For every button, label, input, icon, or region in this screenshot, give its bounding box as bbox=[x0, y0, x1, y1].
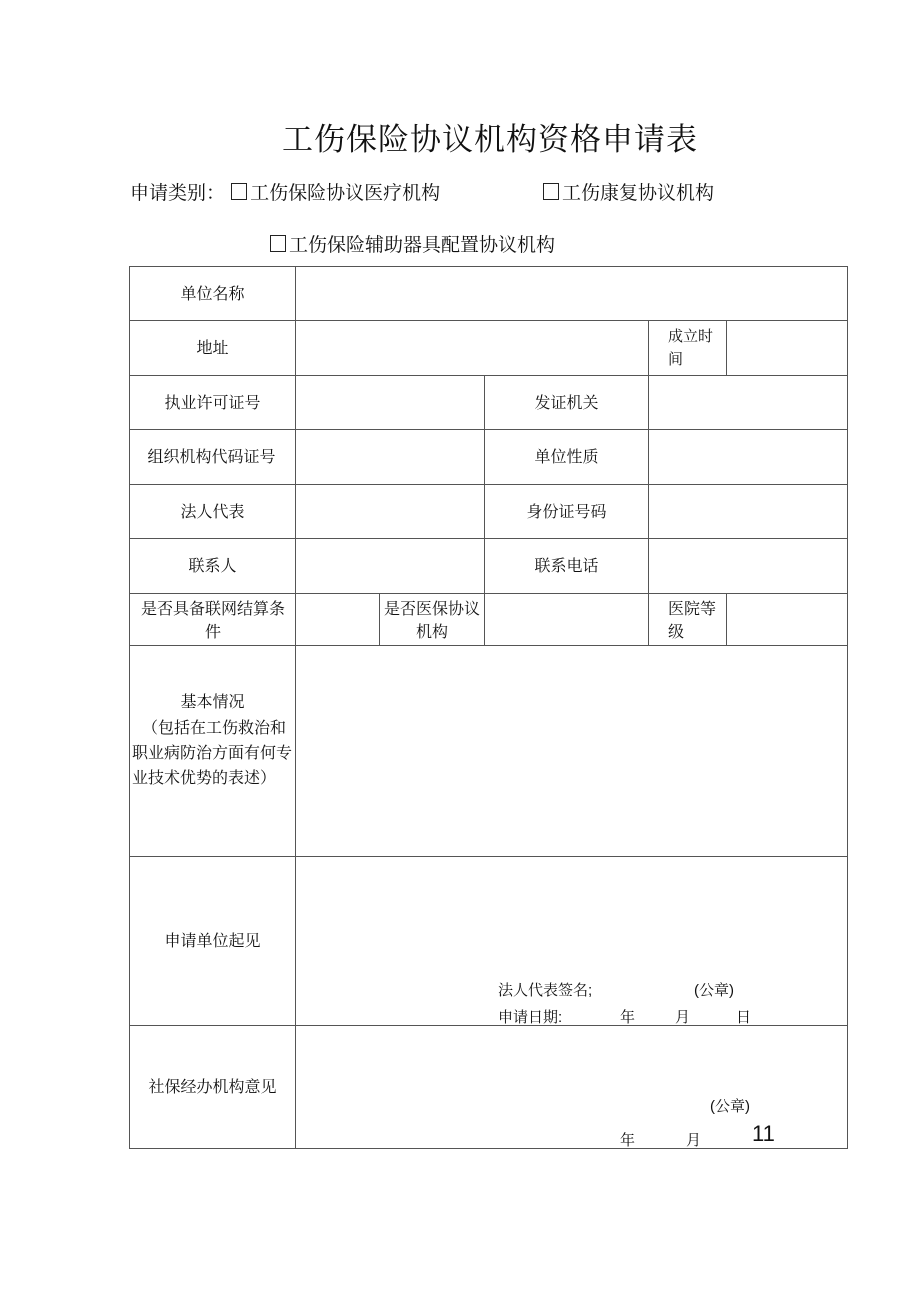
apply-date-day: 日 bbox=[736, 1009, 752, 1026]
label-phone: 联系电话 bbox=[534, 556, 599, 575]
field-license-no[interactable] bbox=[296, 376, 484, 429]
page-title: 工伤保险协议机构资格申请表 bbox=[282, 122, 698, 158]
category-row-1 bbox=[130, 178, 440, 205]
label-address: 地址 bbox=[196, 338, 229, 357]
field-address[interactable] bbox=[296, 321, 648, 375]
sign-label: 法人代表签名; bbox=[498, 982, 593, 999]
label-network: 是否具备联网结算条件 bbox=[140, 598, 285, 641]
field-hospital-grade[interactable] bbox=[727, 594, 847, 645]
checkbox-assistive[interactable] bbox=[270, 235, 286, 252]
checkbox-rehab[interactable] bbox=[543, 183, 559, 200]
field-phone[interactable] bbox=[649, 539, 847, 593]
label-issuer: 发证机关 bbox=[534, 392, 599, 412]
field-legal-rep[interactable] bbox=[296, 485, 484, 538]
label-contact: 联系人 bbox=[188, 556, 237, 575]
label-agency-opinion: 社保经办机构意见 bbox=[148, 1077, 277, 1096]
label-med-ins: 是否医保协议机构 bbox=[383, 598, 480, 641]
apply-date-month: 月 bbox=[675, 1009, 691, 1026]
agency-seal-text: (公章) bbox=[710, 1098, 750, 1115]
label-basic-info: 基本情况 bbox=[180, 692, 245, 711]
field-med-ins[interactable] bbox=[485, 594, 648, 645]
label-basic-info-note: （包括在工伤救治和职业病防治方面有何专业技术优势的表述） bbox=[132, 718, 293, 787]
field-basic-info[interactable] bbox=[296, 646, 847, 856]
label-org-code: 组织机构代码证号 bbox=[147, 447, 276, 466]
label-unit-nature: 单位性质 bbox=[534, 447, 599, 466]
seal-text: (公章) bbox=[694, 982, 734, 999]
apply-date-year: 年 bbox=[620, 1009, 636, 1026]
field-issuer[interactable] bbox=[649, 376, 847, 429]
category-label: 申请类别： bbox=[130, 182, 226, 204]
label-established: 成立时间 bbox=[668, 327, 714, 368]
field-id-no[interactable] bbox=[649, 485, 847, 538]
label-legal-rep: 法人代表 bbox=[180, 501, 245, 521]
apply-date-label: 申请日期: bbox=[498, 1009, 563, 1026]
field-contact[interactable] bbox=[296, 539, 484, 593]
label-id-no: 身份证号码 bbox=[526, 501, 607, 521]
category-option-rehab: 工伤康复协议机构 bbox=[562, 182, 715, 204]
agency-date-year: 年 bbox=[620, 1132, 636, 1149]
label-license-no: 执业许可证号 bbox=[164, 392, 261, 412]
agency-date-month: 月 bbox=[686, 1132, 702, 1149]
label-hospital-grade: 医院等级 bbox=[668, 598, 717, 641]
category-option-assistive: 工伤保险辅助器具配置协议机构 bbox=[289, 234, 556, 256]
category-option-medical: 工伤保险协议医疗机构 bbox=[250, 182, 441, 204]
label-applicant-opinion: 申请单位起见 bbox=[164, 931, 261, 950]
category-option-rehab-row bbox=[543, 178, 714, 205]
agency-date-day: 11 bbox=[752, 1121, 775, 1146]
field-unit-name[interactable] bbox=[296, 267, 847, 320]
field-unit-nature[interactable] bbox=[649, 430, 847, 484]
field-established[interactable] bbox=[727, 321, 847, 375]
category-row-2 bbox=[270, 230, 555, 257]
field-org-code[interactable] bbox=[296, 430, 484, 484]
field-network[interactable] bbox=[296, 594, 379, 645]
checkbox-medical[interactable] bbox=[231, 183, 247, 200]
label-unit-name: 单位名称 bbox=[180, 283, 245, 303]
